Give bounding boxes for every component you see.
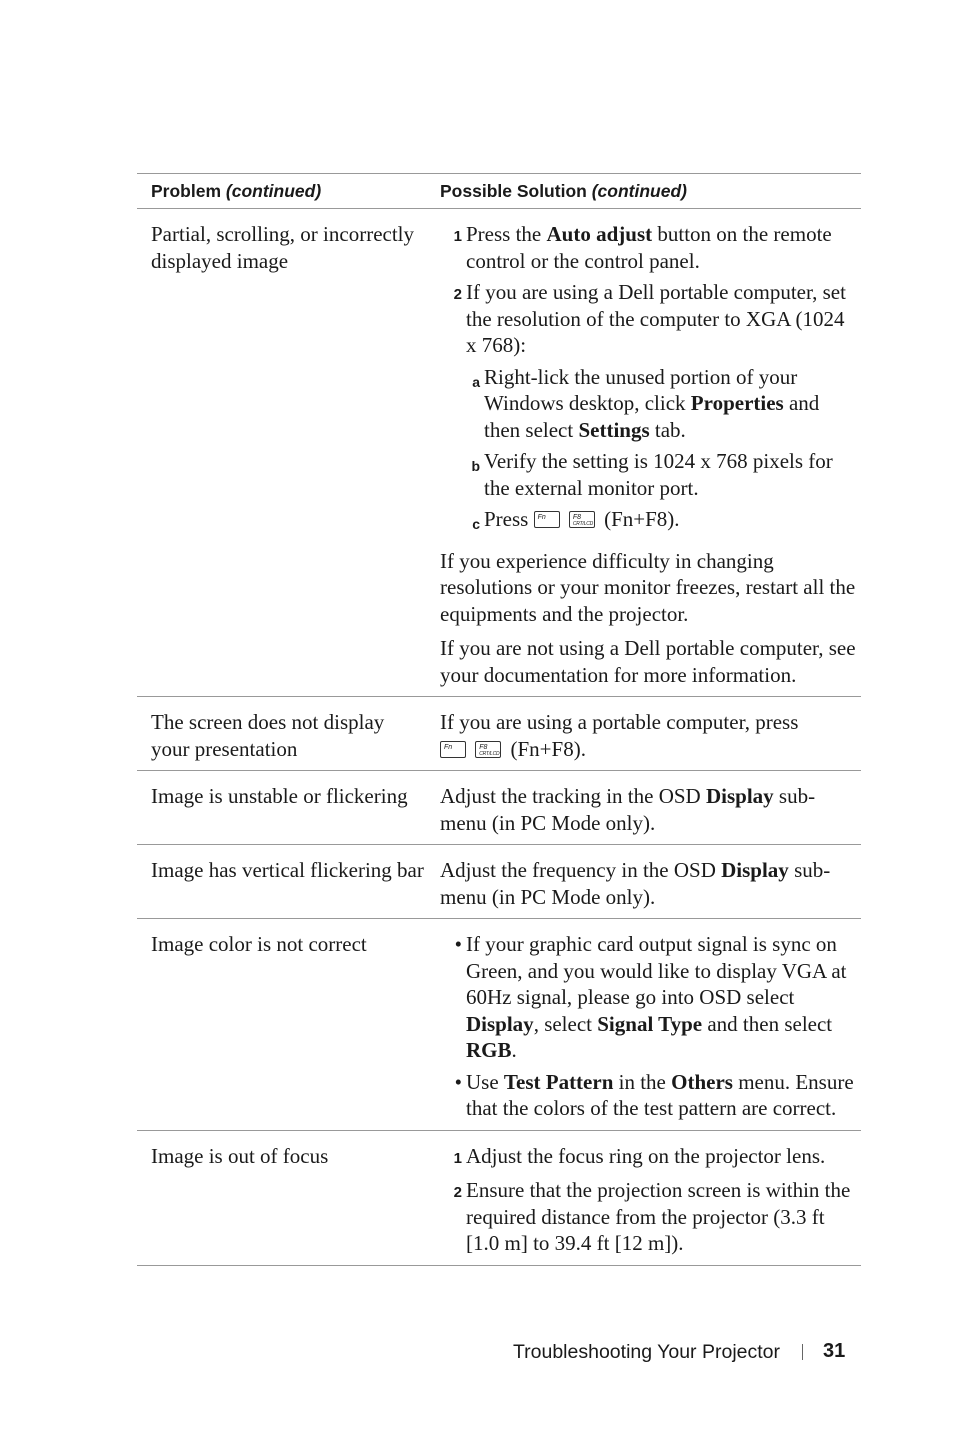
fn-key-icon: Fn — [534, 511, 560, 528]
substep-c — [466, 506, 857, 538]
footer-divider — [802, 1344, 803, 1360]
header-problem — [137, 174, 426, 208]
table-row — [137, 208, 861, 696]
substep-text: Right-lick the unused portion of your Windows desktop, click Properties and then select Settings tab. — [484, 364, 820, 442]
term-settings: Settings — [578, 417, 650, 442]
solution-cell: If you are using a portable computer, press Fn F8 CRT/LCD (Fn+F8). — [440, 710, 799, 761]
substep-text: Press Fn F8 CRT/LCD (Fn+F8). — [484, 507, 680, 531]
step-1 — [440, 221, 857, 274]
table-row — [137, 696, 861, 770]
step-text: Press the Auto adjust button on the remote control or the control panel. — [466, 222, 832, 273]
term-display: Display — [705, 784, 774, 808]
page-number: 31 — [823, 1340, 846, 1362]
table-row — [137, 1130, 861, 1266]
bullet-icon: • — [454, 932, 462, 956]
solution-cell — [426, 919, 861, 1130]
table-row — [137, 770, 861, 844]
step-number: 2 — [453, 1184, 462, 1201]
term-display: Display — [721, 858, 789, 882]
f8-key-icon: F8 CRT/LCD — [475, 741, 501, 758]
step-number: 1 — [453, 1149, 462, 1167]
substep-b — [466, 448, 857, 501]
solution-cell — [426, 209, 861, 696]
bullet-item: • If your graphic card output signal is sync on Green, and you would like to display VGA at 60Hz signal, please go into OSD select Display, select Signal Type and then select RGB. — [440, 931, 857, 1064]
step-2: 2 Ensure that the projection screen is within the required distance from the projector (3.3 ft [1.0 m] to 39.4 ft [12 m]). — [440, 1177, 857, 1257]
header-solution — [426, 174, 861, 208]
page-footer — [0, 1338, 954, 1368]
step-number: 1 — [453, 228, 462, 245]
table-header-row — [137, 173, 861, 208]
solution-cell: Adjust the tracking in the OSD Display sub-menu (in PC Mode only). — [440, 784, 816, 835]
substep-letter: b — [471, 458, 480, 474]
footer-section-title: Troubleshooting Your Projector — [512, 1341, 780, 1363]
problem-cell: The screen does not display your presentation — [151, 710, 385, 761]
term-auto-adjust: Auto adjust — [546, 222, 653, 246]
problem-cell: Image color is not correct — [151, 932, 367, 956]
term-properties: Properties — [690, 391, 784, 415]
fn-key-icon: Fn — [440, 741, 466, 758]
bullet-item: • Use Test Pattern in the Others menu. Ensure that the colors of the test pattern are correct. — [440, 1069, 857, 1122]
header-solution-label: Possible Solution — [440, 181, 587, 201]
table-row — [137, 918, 861, 1130]
troubleshooting-table — [137, 173, 861, 1266]
f8-key-icon: F8 CRT/LCD — [569, 511, 595, 528]
note-paragraph: If you are not using a Dell portable computer, see your documentation for more information. — [440, 636, 856, 687]
step-1: 1 Adjust the focus ring on the projector lens. — [440, 1143, 857, 1173]
substep-letter: a — [472, 373, 480, 390]
problem-cell: Image is out of focus — [151, 1143, 329, 1168]
problem-cell: Image has vertical flickering bar — [151, 858, 424, 882]
substep-a — [466, 364, 857, 444]
note-paragraph: If you experience difficulty in changing resolutions or your monitor freezes, restart all the equipments and the projector. — [440, 548, 856, 626]
problem-cell: Partial, scrolling, or incorrectly displayed image — [151, 222, 415, 273]
table-row — [137, 844, 861, 918]
solution-cell — [426, 1131, 861, 1265]
bullet-icon: • — [454, 1069, 462, 1094]
header-problem-label: Problem — [151, 181, 222, 201]
problem-cell: Image is unstable or flickering — [151, 784, 408, 808]
solution-cell: Adjust the frequency in the OSD Display sub-menu (in PC Mode only). — [440, 858, 831, 909]
step-2 — [440, 279, 857, 359]
substep-text: Verify the setting is 1024 x 768 pixels for the external monitor port. — [484, 449, 833, 500]
header-solution-continued: (continued) — [591, 181, 687, 201]
step-text: If you are using a Dell portable computer, set the resolution of the computer to XGA (1024 x 768): — [466, 280, 846, 357]
substep-letter: c — [472, 516, 480, 532]
header-problem-continued: (continued) — [225, 181, 322, 201]
step-number: 2 — [453, 286, 462, 303]
